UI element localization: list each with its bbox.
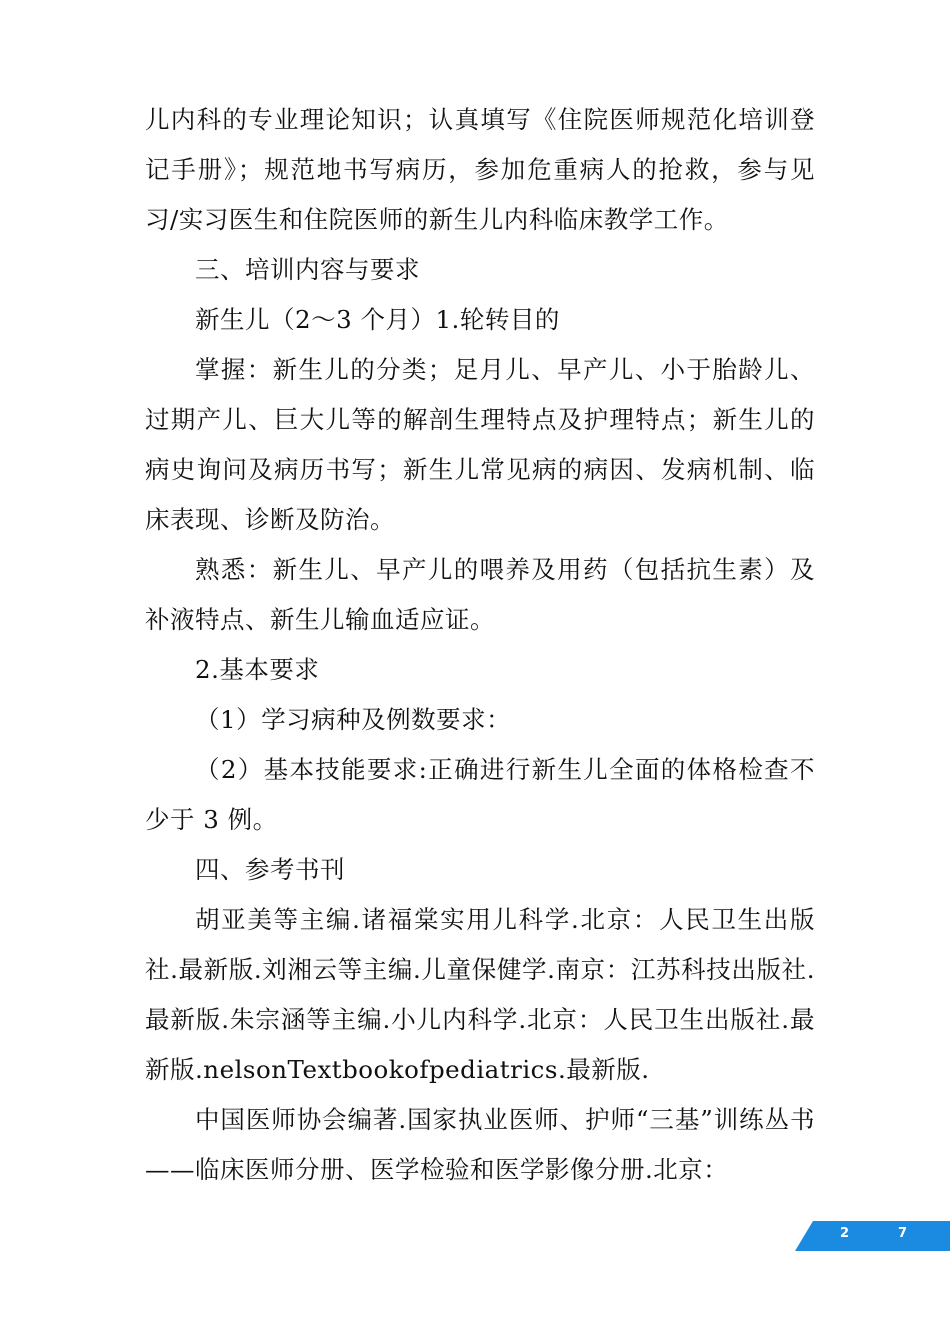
page-number-badge (795, 1221, 950, 1251)
paragraph-familiar: 熟悉：新生儿、早产儿的喂养及用药（包括抗生素）及补液特点、新生儿输血适应证。 (145, 555, 815, 634)
paragraph-references-1: 胡亚美等主编.诸福棠实用儿科学.北京：人民卫生出版社.最新版.刘湘云等主编.儿童保健学.南京：江苏科技出版社.最新版.朱宗涵等主编.小儿内科学.北京：人民卫生出版社.最新版.nelsonTextbookofpediatrics.最新版. (145, 905, 815, 1084)
list-item-basic-skills: （2）基本技能要求:正确进行新生儿全面的体格检查不少于 3 例。 (145, 755, 815, 834)
subsection-basic-requirements: 2.基本要求 (195, 655, 320, 684)
list-item-disease-types: （1）学习病种及例数要求： (195, 705, 512, 734)
page-total: 7 (898, 1226, 908, 1241)
subsection-newborn: 新生儿（2～3 个月）1.轮转目的 (195, 305, 560, 334)
paragraph-references-2: 中国医师协会编著.国家执业医师、护师“三基”训练丛书——临床医师分册、医学检验和医学影像分册.北京： (145, 1105, 815, 1184)
section-heading-references: 四、参考书刊 (195, 855, 345, 884)
page-current: 2 (840, 1226, 850, 1241)
document-body (145, 95, 815, 1195)
section-heading-training-content: 三、培训内容与要求 (195, 255, 420, 284)
page-badge-shape (795, 1221, 950, 1251)
paragraph-continuation: 儿内科的专业理论知识；认真填写《住院医师规范化培训登记手册》；规范地书写病历，参加危重病人的抢救，参与见习/实习医生和住院医师的新生儿内科临床教学工作。 (145, 105, 815, 234)
paragraph-master: 掌握：新生儿的分类；足月儿、早产儿、小于胎龄儿、过期产儿、巨大儿等的解剖生理特点及护理特点；新生儿的病史询问及病历书写；新生儿常见病的病因、发病机制、临床表现、诊断及防治。 (145, 355, 815, 534)
